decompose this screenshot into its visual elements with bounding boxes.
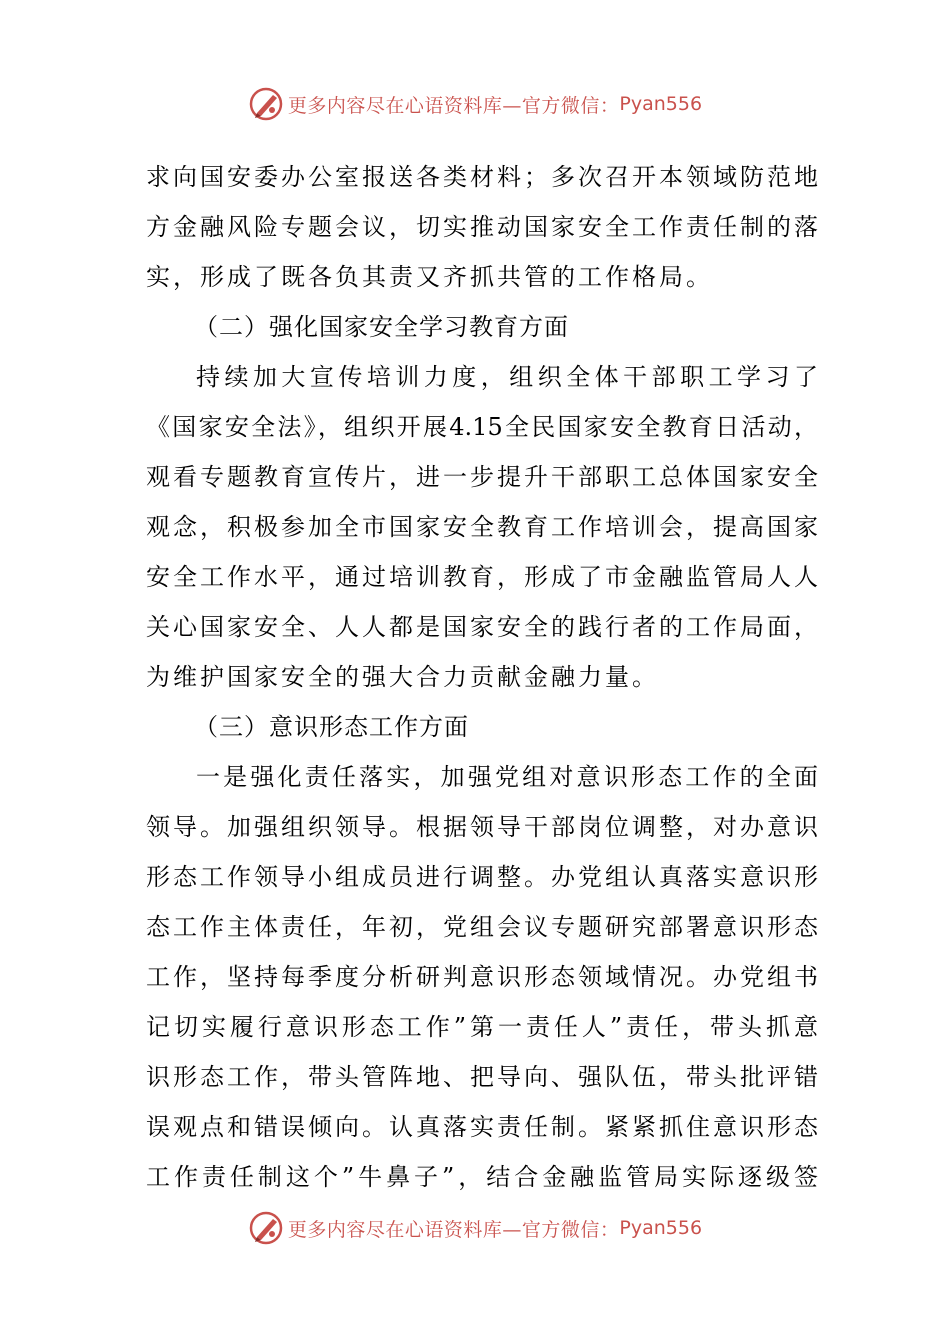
paragraph-line: 工作责任制这个”牛鼻子”，结合金融监管局实际逐级签 [146, 1163, 818, 1191]
section-heading: （三）意识形态工作方面 [194, 713, 469, 741]
paragraph-line: 求向国安委办公室报送各类材料；多次召开本领域防范地 [146, 163, 818, 191]
watermark-text: 更多内容尽在心语资料库—官方微信： [287, 94, 620, 117]
pen-logo-icon [248, 86, 284, 122]
paragraph-line: 识形态工作，带头管阵地、把导向、强队伍，带头批评错 [146, 1063, 818, 1091]
pen-logo-icon [248, 1210, 284, 1246]
watermark-wechat-id: Pyan556 [619, 1217, 703, 1239]
paragraph-line: 实，形成了既各负其责又齐抓共管的工作格局。 [146, 263, 713, 291]
paragraph-line: 工作，坚持每季度分析研判意识形态领域情况。办党组书 [146, 963, 818, 991]
paragraph-line: 方金融风险专题会议，切实推动国家安全工作责任制的落 [146, 213, 818, 241]
watermark-text: 更多内容尽在心语资料库—官方微信： [287, 1218, 620, 1241]
paragraph-line: 为维护国家安全的强大合力贡献金融力量。 [146, 663, 659, 691]
document-body [146, 152, 818, 1202]
paragraph-line: 观念，积极参加全市国家安全教育工作培训会，提高国家 [146, 513, 818, 541]
paragraph-line: 领导。加强组织领导。根据领导干部岗位调整，对办意识 [146, 813, 818, 841]
paragraph-line: 安全工作水平，通过培训教育，形成了市金融监管局人人 [146, 563, 818, 591]
paragraph-line: 持续加大宣传培训力度，组织全体干部职工学习了 [196, 363, 818, 391]
paragraph-line: 《国家安全法》，组织开展4.15全民国家安全教育日活动， [146, 413, 818, 441]
paragraph-line: 态工作主体责任，年初，党组会议专题研究部署意识形态 [146, 913, 818, 941]
section-heading: （二）强化国家安全学习教育方面 [194, 313, 569, 341]
paragraph-line: 一是强化责任落实，加强党组对意识形态工作的全面 [196, 763, 818, 791]
paragraph-line: 关心国家安全、人人都是国家安全的践行者的工作局面， [146, 613, 818, 641]
paragraph-line: 误观点和错误倾向。认真落实责任制。紧紧抓住意识形态 [146, 1113, 818, 1141]
paragraph-line: 观看专题教育宣传片，进一步提升干部职工总体国家安全 [146, 463, 818, 491]
paragraph-line: 记切实履行意识形态工作”第一责任人”责任，带头抓意 [146, 1013, 818, 1041]
watermark-footer [0, 1208, 950, 1248]
paragraph-line: 形态工作领导小组成员进行调整。办党组认真落实意识形 [146, 863, 818, 891]
watermark-wechat-id: Pyan556 [619, 93, 703, 115]
watermark-header [0, 84, 950, 124]
